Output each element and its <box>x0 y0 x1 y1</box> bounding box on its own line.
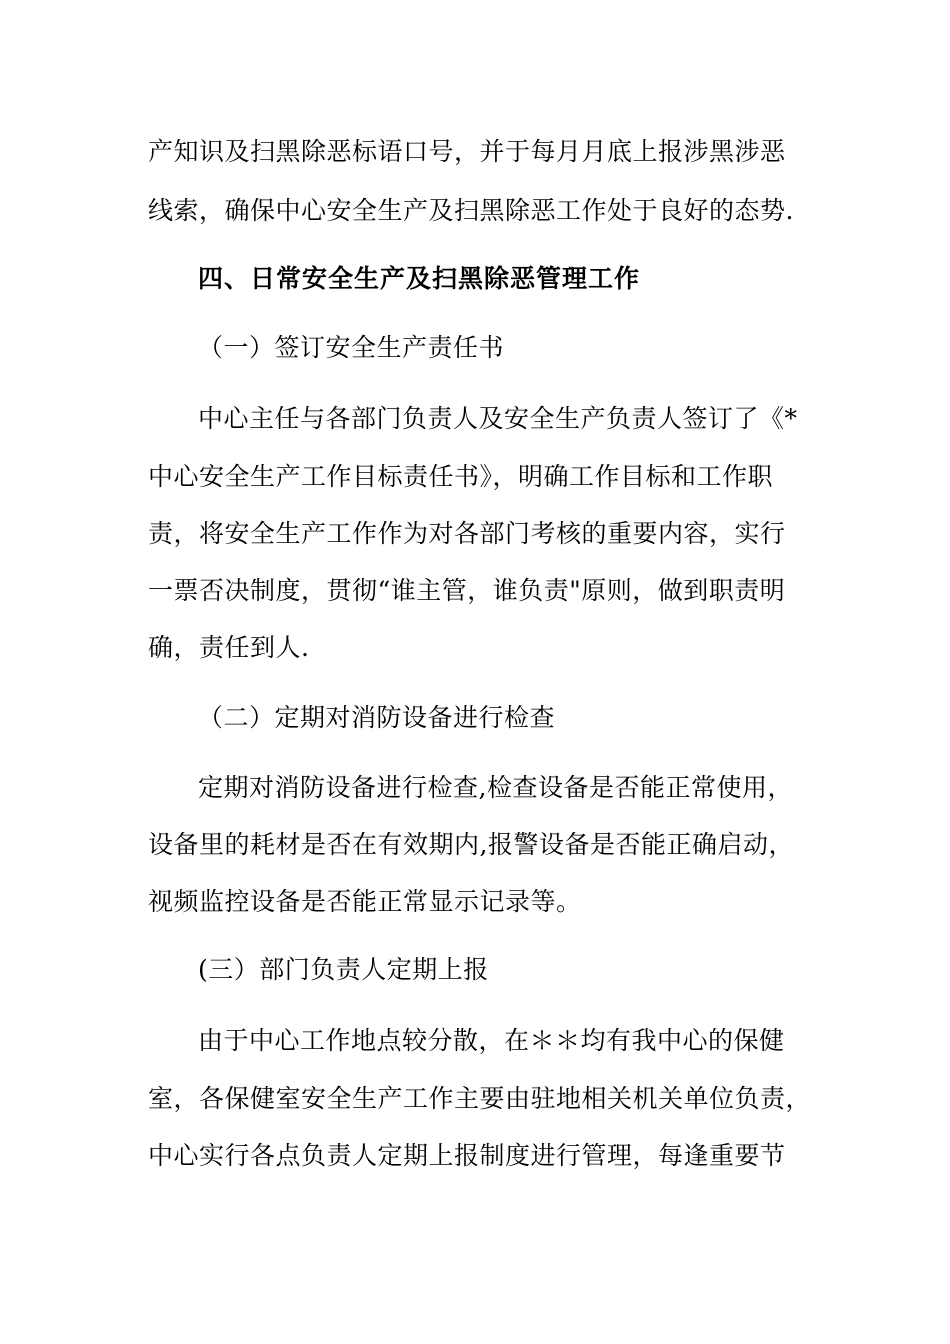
paragraph-line: 设备里的耗材是否在有效期内,报警设备是否能正确启动， <box>148 830 794 859</box>
paragraph-line: 确，责任到人. <box>148 633 310 662</box>
paragraph-line: 责，将安全生产工作作为对各部门考核的重要内容，实行 <box>148 519 786 548</box>
paragraph-line: 中心安全生产工作目标责任书》，明确工作目标和工作职 <box>148 462 774 491</box>
section-heading: 四、日常安全生产及扫黑除恶管理工作 <box>198 264 641 293</box>
paragraph-line: 一票否决制度，贯彻“谁主管，谁负责"原则，做到职责明 <box>148 576 786 605</box>
paragraph-line: 中心实行各点负责人定期上报制度进行管理，每逢重要节 <box>148 1141 786 1170</box>
subsection-title: (三）部门负责人定期上报 <box>198 955 489 984</box>
subsection-title: （一）签订安全生产责任书 <box>198 333 505 362</box>
paragraph-line: 线索，确保中心安全生产及扫黑除恶工作处于良好的态势. <box>148 196 794 225</box>
paragraph-line: 由于中心工作地点较分散，在＊＊均有我中心的保健 <box>198 1026 785 1055</box>
paragraph-line: 视频监控设备是否能正常显示记录等。 <box>148 887 582 916</box>
paragraph-line: 中心主任与各部门负责人及安全生产负责人签订了《* <box>198 404 798 433</box>
paragraph-line: 产知识及扫黑除恶标语口号，并于每月月底上报涉黑涉恶 <box>148 137 786 166</box>
subsection-title: （二）定期对消防设备进行检查 <box>198 703 556 732</box>
paragraph-line: 定期对消防设备进行检查,检查设备是否能正常使用， <box>198 773 793 802</box>
paragraph-line: 室，各保健室安全生产工作主要由驻地相关机关单位负责， <box>148 1084 812 1113</box>
